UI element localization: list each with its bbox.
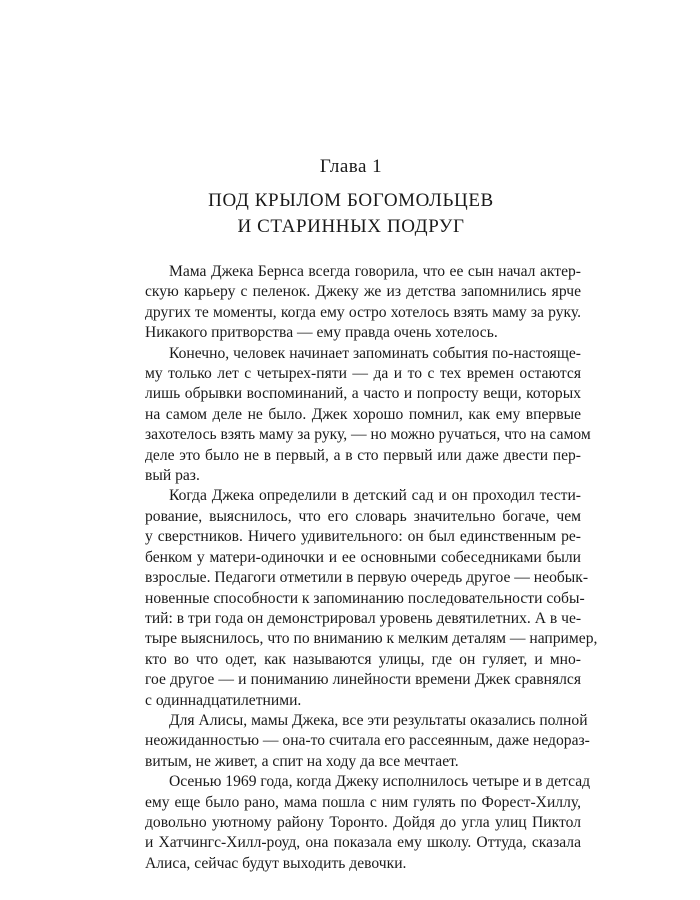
text-line: неожиданностью — она-то считала его рассеянным, даже недораз- (145, 732, 590, 750)
paragraph (121, 262, 581, 344)
text-line: Никакого притворства — ему правда очень хотелось. (145, 324, 498, 342)
paragraph (121, 772, 591, 874)
chapter-title (121, 188, 581, 240)
text-line: кто во что одет, как называются улицы, где он гуляет, и мно- (145, 650, 581, 668)
text-line: новенные способности к запоминанию последовательности собы- (145, 589, 585, 607)
text-line: с одиннадцатилетними. (145, 691, 302, 709)
text-line: ему еще было рано, мама пошла с ним гулять по Форест-Хиллу, (145, 793, 581, 811)
text-line: у сверстников. Ничего удивительного: он был единственным ре- (145, 528, 581, 546)
paragraph (121, 344, 591, 487)
chapter-title-line-2: И СТАРИННЫХ ПОДРУГ (237, 216, 465, 237)
text-line: на самом деле не было. Джек хорошо помнил, как ему впервые (145, 405, 581, 423)
text-line: тий: в три года он демонстрировал уровень девятилетних. А в че- (145, 609, 582, 627)
paragraph (121, 711, 590, 772)
text-line: му только лет с четырех-пяти — да и то с тех времен остаются (145, 365, 581, 383)
text-line: тыре выяснилось, что по вниманию к мелким деталям — например, (145, 630, 598, 648)
paragraph (121, 486, 598, 710)
text-line: лишь обрывки воспоминаний, а часто и попросту вещи, которых (145, 385, 581, 403)
text-line: бенком у матери-одиночки и ее основными собеседниками были (145, 548, 581, 566)
text-line: гое другое — и пониманию линейности времени Джек сравнялся (145, 671, 581, 689)
text-line: Мама Джека Бернса всегда говорила, что ее сын начал актер- (169, 263, 581, 280)
chapter-label: Глава 1 (319, 156, 383, 177)
text-line: деле это было не в первый, а в сто первый или даже двести пер- (145, 446, 581, 464)
text-line: взрослые. Педагоги отметили в первую очередь другое — необык- (145, 569, 589, 587)
text-line: рование, выяснилось, что его словарь значительно богаче, чем (145, 507, 581, 525)
text-line: Осенью 1969 года, когда Джеку исполнилось четыре и в детсад (169, 773, 591, 791)
text-line: витым, не живет, а спит на ходу да все мечтает. (145, 752, 459, 770)
text-line: других те моменты, когда ему остро хотелось взять маму за руку. (145, 303, 581, 321)
text-line: Конечно, человек начинает запоминать события по-настояще- (169, 344, 581, 362)
chapter-title-line-1: ПОД КРЫЛОМ БОГОМОЛЬЦЕВ (208, 190, 494, 211)
text-line: Алиса, сейчас будут выходить девочки. (145, 854, 407, 872)
text-line: Когда Джека определили в детский сад и он проходил тести- (169, 487, 581, 505)
text-line: и Хатчингс-Хилл-роуд, она показала ему школу. Оттуда, сказала (145, 834, 581, 852)
body-text (121, 262, 598, 874)
text-line: Для Алисы, мамы Джека, все эти результаты оказались полной (169, 711, 588, 729)
text-line: довольно уютному району Торонто. Дойдя до угла улиц Пиктол (145, 813, 581, 831)
text-line: захотелось взять маму за руку, — но можно ручаться, что на самом (145, 426, 591, 444)
text-line: вый раз. (145, 467, 200, 485)
text-line: скую карьеру с пеленок. Джеку же из детства запомнились ярче (145, 283, 581, 301)
